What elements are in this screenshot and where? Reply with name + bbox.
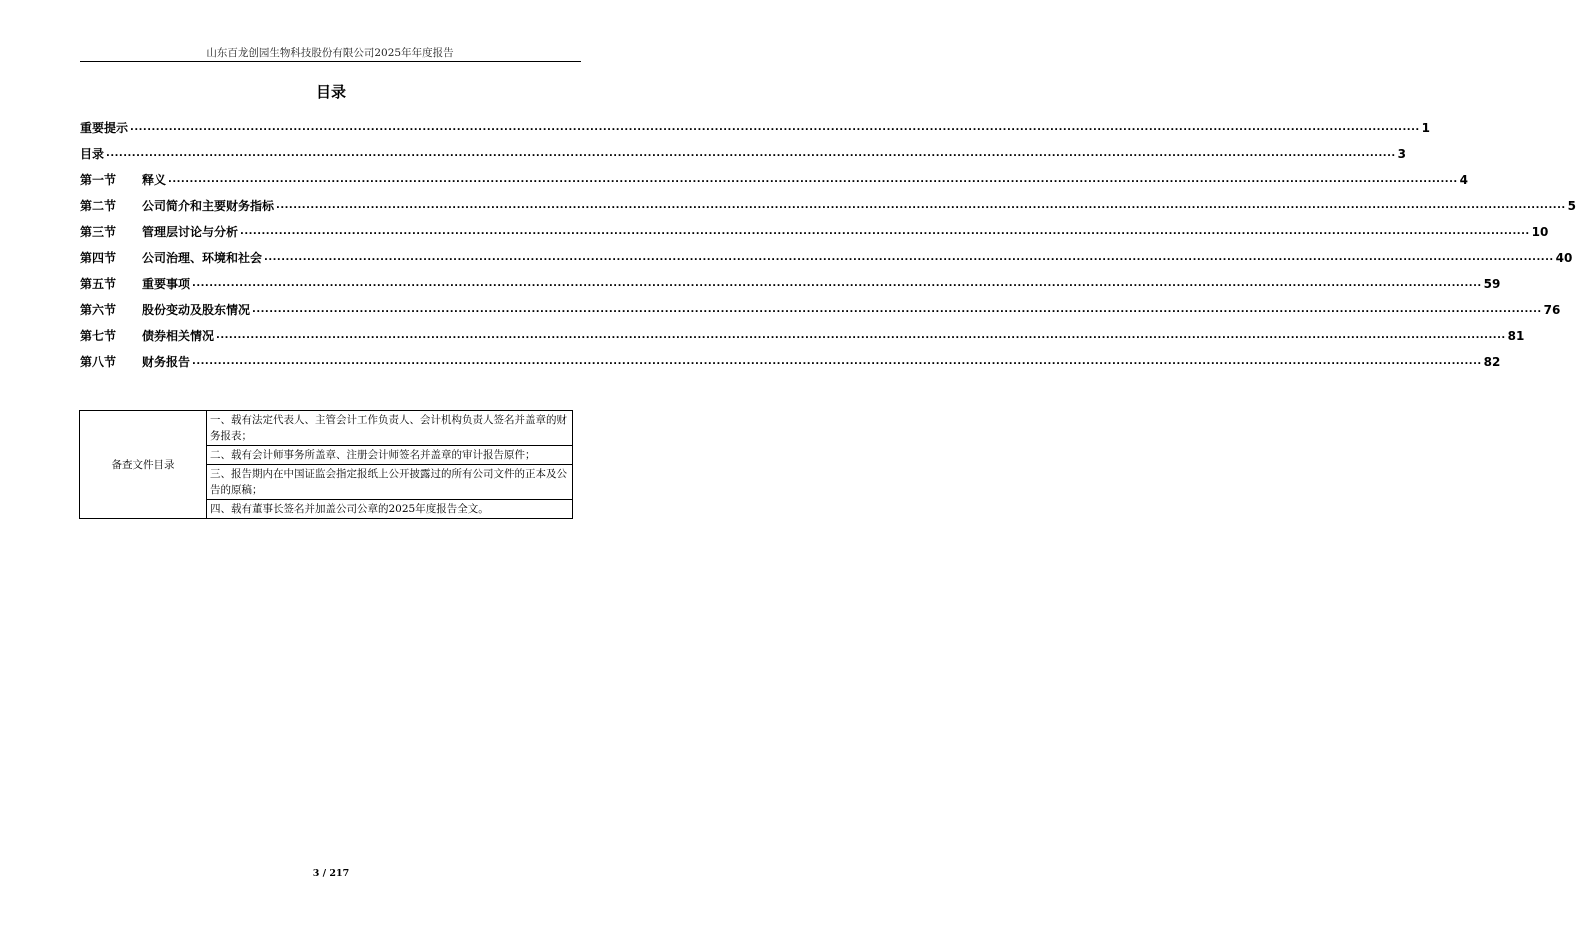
toc-leader-dots: ............................................................................................................................................................................................................................................................................................................ [276,200,1566,211]
toc-entry-title: 公司治理、环境和社会 [142,251,263,265]
toc-entry-title: 债券相关情况 [142,329,215,343]
toc-entry-section: 第二节 [80,199,117,213]
toc-entry[interactable] [80,162,1469,188]
toc-leader-dots: ............................................................................................................................................................................................................................................................................................................ [192,278,1482,289]
toc-title: 目录 [315,83,346,101]
toc-entry[interactable] [80,318,1525,344]
toc-entry-page: 59 [1483,277,1501,291]
toc-leader-dots: ............................................................................................................................................................................................................................................................................................................ [130,122,1420,133]
table-of-contents [80,110,1576,370]
toc-entry-page: 4 [1459,173,1469,187]
header-divider [80,61,581,62]
reference-document-item: 四、载有董事长签名并加盖公司公章的2025年度报告全文。 [207,500,573,519]
reference-documents-table [79,410,573,519]
toc-entry[interactable] [80,266,1501,292]
toc-entry[interactable] [80,188,1576,214]
toc-entry-page: 1 [1421,121,1431,135]
toc-entry-title: 股份变动及股东情况 [142,303,251,317]
toc-entry-page: 76 [1543,303,1561,317]
page-header: 山东百龙创园生物科技股份有限公司2025年年度报告 [206,47,454,59]
toc-entry-title: 释义 [142,173,167,187]
toc-leader-dots: ............................................................................................................................................................................................................................................................................................................ [252,304,1542,315]
toc-entry[interactable] [80,214,1549,240]
toc-entry-title: 公司简介和主要财务指标 [142,199,275,213]
toc-leader-dots: ............................................................................................................................................................................................................................................................................................................ [192,356,1482,367]
table-row [80,411,573,446]
toc-leader-dots: ............................................................................................................................................................................................................................................................................................................ [168,174,1458,185]
toc-entry[interactable] [80,110,1431,136]
toc-entry-page: 10 [1531,225,1549,239]
toc-entry-title: 重要事项 [142,277,191,291]
toc-leader-dots: ............................................................................................................................................................................................................................................................................................................ [106,148,1396,159]
page-number: 3 / 217 [312,868,350,879]
toc-leader-dots: ............................................................................................................................................................................................................................................................................................................ [264,252,1554,263]
toc-entry-section: 第八节 [80,355,117,369]
toc-leader-dots: ............................................................................................................................................................................................................................................................................................................ [240,226,1530,237]
toc-entry-title: 财务报告 [142,355,191,369]
toc-entry[interactable] [80,292,1561,318]
toc-entry-page: 3 [1397,147,1407,161]
toc-entry-page: 40 [1555,251,1573,265]
toc-entry-page: 82 [1483,355,1501,369]
reference-document-item: 二、载有会计师事务所盖章、注册会计师签名并盖章的审计报告原件； [207,446,573,465]
toc-entry-page: 81 [1507,329,1525,343]
toc-entry-title: 管理层讨论与分析 [142,225,239,239]
reference-document-item: 三、报告期内在中国证监会指定报纸上公开披露过的所有公司文件的正本及公告的原稿； [207,465,573,500]
toc-entry[interactable] [80,136,1407,162]
toc-entry[interactable] [80,344,1501,370]
toc-entry-title: 重要提示 [80,121,129,135]
toc-entry-section: 第五节 [80,277,117,291]
toc-entry-section: 第一节 [80,173,117,187]
toc-entry[interactable] [80,240,1573,266]
reference-documents-label: 备查文件目录 [80,411,207,519]
toc-leader-dots: ............................................................................................................................................................................................................................................................................................................ [216,330,1506,341]
toc-entry-section: 第七节 [80,329,117,343]
toc-entry-section: 第三节 [80,225,117,239]
toc-entry-title: 目录 [80,147,105,161]
reference-document-item: 一、载有法定代表人、主管会计工作负责人、会计机构负责人签名并盖章的财务报表； [207,411,573,446]
toc-entry-section: 第四节 [80,251,117,265]
toc-entry-section: 第六节 [80,303,117,317]
toc-entry-page: 5 [1567,199,1576,213]
